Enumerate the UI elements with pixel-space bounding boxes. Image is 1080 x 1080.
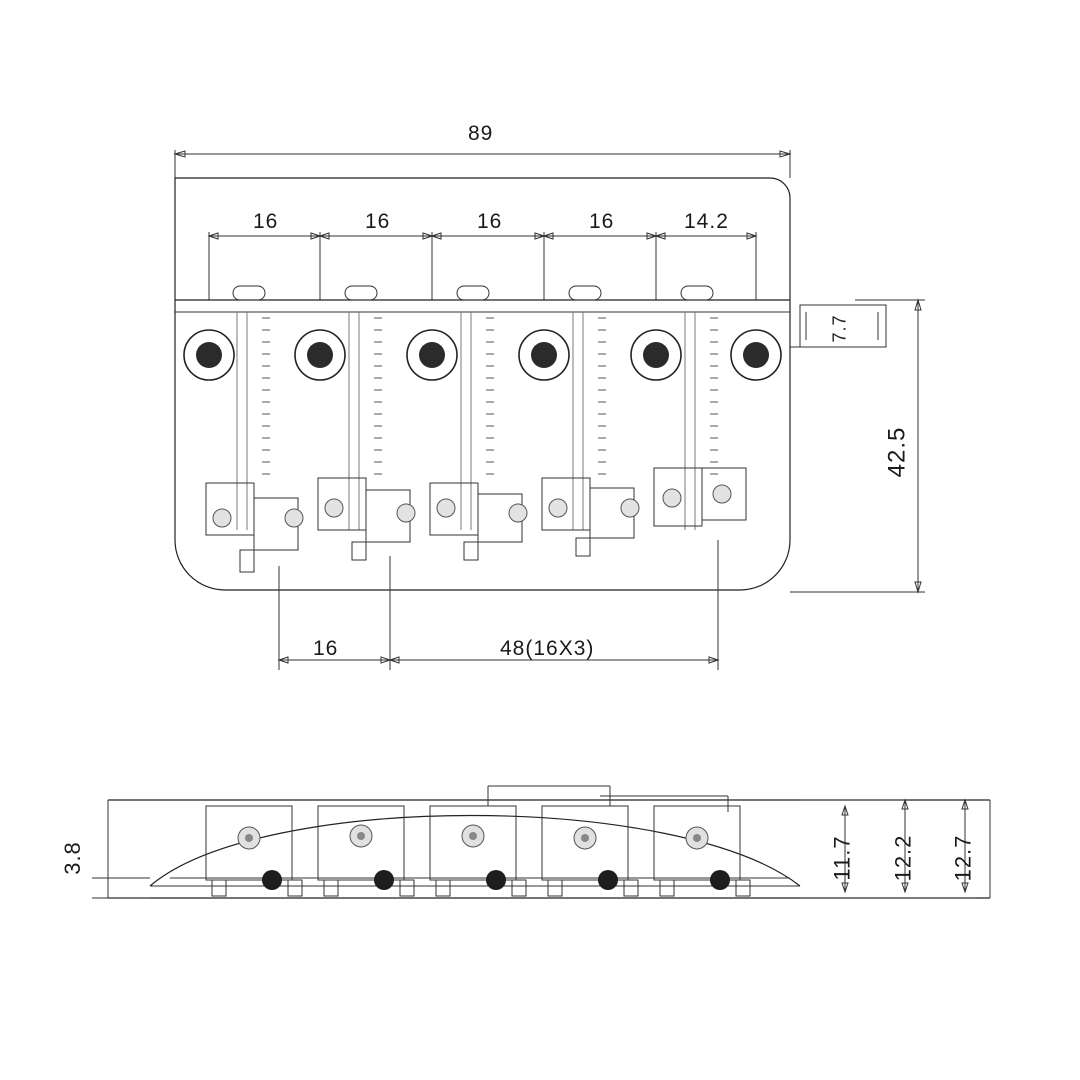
string-ferrule-holes xyxy=(184,330,781,380)
side-view-outline xyxy=(108,800,990,898)
label-spacing-1: 16 xyxy=(253,210,279,233)
label-saddle-height-high: 12.7 xyxy=(950,834,976,882)
label-spacing-2: 16 xyxy=(365,210,391,233)
label-overall-width: 89 xyxy=(468,122,494,145)
label-saddle-height-mid: 12.2 xyxy=(890,834,916,882)
label-spacing-5: 14.2 xyxy=(684,210,729,233)
label-saddle-first: 16 xyxy=(313,637,339,660)
label-tab-depth: 7.7 xyxy=(829,314,850,343)
label-spacing-4: 16 xyxy=(589,210,615,233)
label-plate-thickness: 3.8 xyxy=(59,841,85,875)
dim-overall-width xyxy=(175,150,790,178)
label-saddle-group: 48(16X3) xyxy=(500,637,595,660)
label-saddle-height-low: 11.7 xyxy=(829,835,855,881)
saddles-top-view xyxy=(206,468,746,572)
bridge-plate-outline xyxy=(175,178,790,590)
side-view-saddles xyxy=(206,786,750,896)
string-slots xyxy=(233,286,713,300)
label-spacing-3: 16 xyxy=(477,210,503,233)
dim-saddle-spacing xyxy=(279,540,718,670)
label-body-height: 42.5 xyxy=(883,426,911,478)
dim-string-spacing xyxy=(209,232,756,300)
